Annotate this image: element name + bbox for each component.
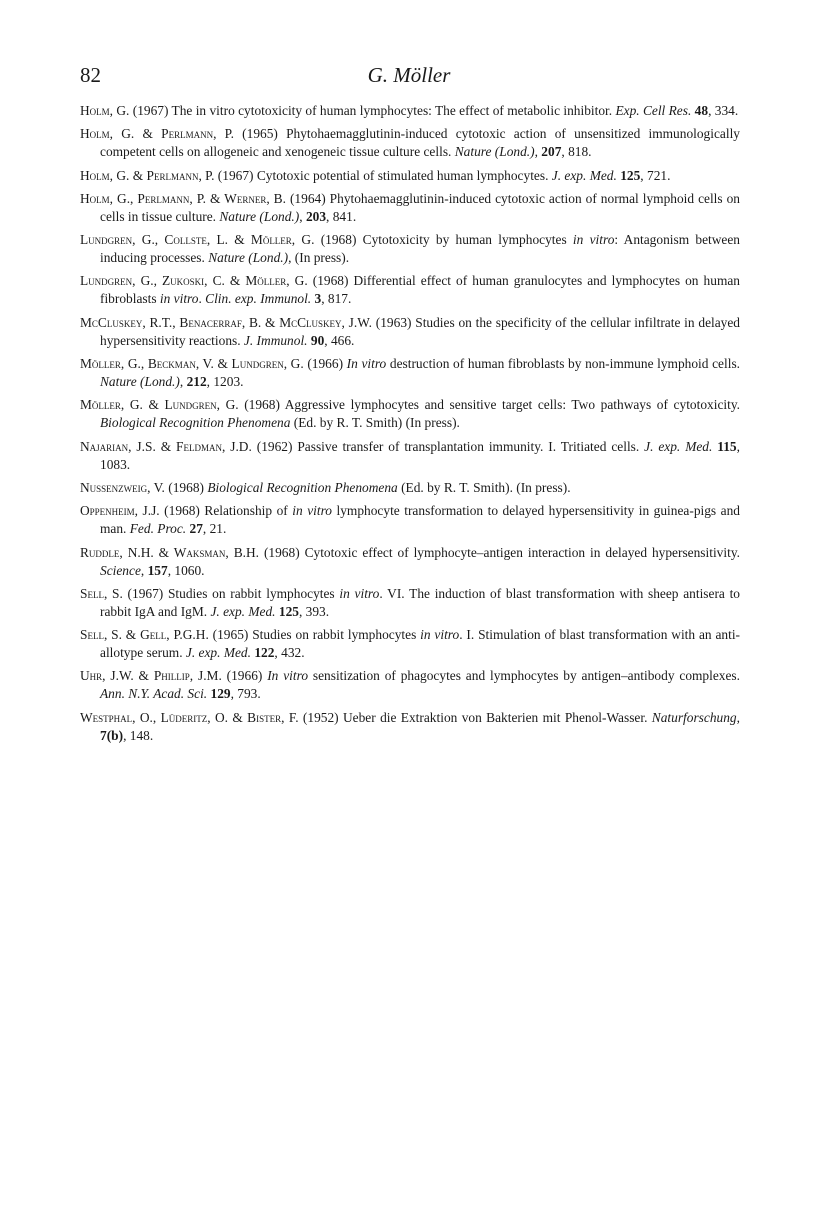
reference-journal: Science [100, 562, 141, 578]
reference-italic-phrase: in vitro [339, 585, 380, 601]
reference-journal: Nature (Lond.) [454, 144, 535, 160]
reference-pre2: . I. Stimulation of blast transformation with an anti-allotype serum. [100, 627, 740, 661]
reference-post: , 818. [561, 144, 592, 160]
reference-entry [80, 125, 740, 161]
reference-pre2: destruction of human fibroblasts by non-immune lymphoid cells. [386, 356, 740, 372]
reference-pre: (1968) [164, 479, 208, 495]
reference-journal: Clin. exp. Immunol. [205, 291, 312, 307]
reference-entry [80, 479, 740, 497]
reference-pre: (1967) The in vitro cytotoxicity of human lymphocytes: The effect of metabolic inhibitor. [129, 103, 616, 118]
reference-pre: (1965) Studies on rabbit lymphocytes [208, 627, 421, 643]
reference-italic-phrase: In vitro [346, 356, 387, 372]
reference-authors: Möller, G., Beckman, V. & Lundgren, G. [80, 356, 304, 372]
reference-journal: J. Immunol. [243, 332, 308, 348]
reference-entry [80, 667, 740, 703]
reference-mid: , [736, 709, 740, 725]
reference-authors: Sell, S. & Gell, P.G.H. [80, 627, 209, 643]
reference-entry [80, 544, 740, 580]
reference-pre2: lymphocyte transformation to delayed hypersensitivity in guinea-pigs and man. [100, 503, 740, 537]
reference-authors: Oppenheim, J.J. [80, 503, 160, 519]
reference-volume: 125 [278, 603, 299, 619]
reference-entry [80, 626, 740, 662]
reference-mid: , [534, 144, 542, 160]
reference-post: , 1060. [167, 562, 205, 578]
reference-pre: (1968) Cytotoxicity by human lymphocytes [314, 232, 573, 248]
reference-pre: (1968) Aggressive lymphocytes and sensitive target cells: Two pathways of cytotoxicity. [238, 397, 740, 413]
reference-list [80, 102, 740, 750]
reference-journal: J. exp. Med. [210, 603, 276, 619]
reference-authors: Westphal, O., Lüderitz, O. & Bister, F. [80, 709, 299, 725]
reference-post: , 334. [708, 103, 739, 118]
reference-pre2: . VI. The induction of blast transformation with sheep antisera to rabbit IgA and IgM. [100, 585, 741, 619]
reference-entry [80, 502, 740, 538]
reference-authors: Lundgren, G., Collste, L. & Möller, G. [80, 232, 315, 248]
reference-journal: Nature (Lond.) [208, 250, 289, 266]
reference-authors: Holm, G., Perlmann, P. & Werner, B. [80, 190, 286, 206]
reference-pre2: sensitization of phagocytes and lymphocytes by antigen–antibody complexes. [308, 668, 740, 684]
reference-volume: 90 [310, 332, 325, 348]
reference-post: , 466. [324, 332, 355, 348]
reference-authors: Holm, G. & Perlmann, P. [80, 167, 215, 183]
reference-entry [80, 709, 740, 745]
reference-post: , 393. [298, 603, 330, 619]
reference-authors: Ruddle, N.H. & Waksman, B.H. [80, 544, 260, 560]
reference-post: , 817. [321, 291, 352, 307]
reference-entry [80, 355, 740, 391]
reference-authors: Holm, G. [80, 103, 130, 118]
reference-authors: Lundgren, G., Zukoski, C. & Möller, G. [80, 273, 308, 289]
reference-authors: Nussenzweig, V. [80, 479, 165, 495]
reference-authors: Sell, S. [80, 585, 123, 601]
reference-volume: 27 [189, 521, 203, 537]
reference-journal: Nature (Lond.) [219, 208, 300, 224]
reference-pre: (1968) Relationship of [159, 503, 293, 519]
reference-pre: (1967) Cytotoxic potential of stimulated human lymphocytes. [214, 167, 552, 183]
reference-pre: (1962) Passive transfer of transplantation immunity. I. Tritiated cells. [251, 438, 645, 454]
reference-entry [80, 438, 740, 474]
reference-entry [80, 272, 740, 308]
reference-pre: (1966) [221, 668, 268, 684]
reference-italic-phrase: in vitro [572, 232, 615, 248]
reference-post: , 1083. [100, 438, 740, 472]
reference-pre2: . [198, 291, 206, 307]
reference-volume: 125 [620, 167, 641, 183]
reference-entry [80, 231, 740, 267]
reference-authors: Möller, G. & Lundgren, G. [80, 397, 239, 413]
reference-volume: 115 [717, 438, 737, 454]
reference-volume: 203 [305, 208, 327, 224]
reference-post: , 1203. [206, 374, 244, 390]
reference-mid: , [179, 374, 187, 390]
reference-entry [80, 190, 740, 226]
reference-journal: Fed. Proc. [129, 521, 187, 537]
reference-journal: Biological Recognition Phenomena [100, 415, 291, 431]
reference-pre: (1963) Studies on the specificity of the cellular infiltrate in delayed hypersensitivity reactions. [100, 314, 741, 348]
reference-mid: , [299, 208, 306, 224]
reference-post: (Ed. by R. T. Smith) (In press). [290, 415, 460, 431]
reference-volume: 7(b) [100, 727, 124, 743]
reference-journal: J. exp. Med. [185, 645, 251, 661]
reference-authors: Holm, G. & Perlmann, P. [80, 126, 234, 142]
reference-journal: J. exp. Med. [551, 167, 617, 183]
reference-journal: Nature (Lond.) [100, 374, 180, 390]
reference-italic-phrase: In vitro [267, 668, 309, 684]
reference-journal: Ann. N.Y. Acad. Sci. [100, 686, 208, 702]
page-number: 82 [80, 63, 101, 87]
reference-italic-phrase: in vitro [159, 291, 199, 307]
reference-volume: 122 [254, 645, 275, 661]
reference-post: (Ed. by R. T. Smith). (In press). [397, 479, 571, 495]
reference-volume: 157 [147, 562, 168, 578]
reference-post: , 841. [326, 208, 357, 224]
reference-journal: Exp. Cell Res. [615, 103, 692, 118]
reference-entry [80, 585, 740, 621]
reference-post: , 721. [640, 167, 671, 183]
reference-journal: Naturforschung [651, 709, 737, 725]
reference-volume: 48 [694, 103, 709, 118]
reference-italic-phrase: in vitro [292, 503, 332, 519]
reference-pre: (1967) Studies on rabbit lymphocytes [122, 585, 340, 601]
reference-pre: (1968) Differential effect of human granulocytes and lymphocytes on human fibroblasts [100, 273, 740, 307]
reference-pre2: : Antagonism between inducing processes. [100, 232, 740, 266]
reference-authors: Najarian, J.S. & Feldman, J.D. [80, 438, 252, 454]
reference-post: , 21. [202, 521, 227, 537]
reference-authors: McCluskey, R.T., Benacerraf, B. & McCluskey, J.W. [80, 314, 372, 330]
reference-pre: (1966) [303, 356, 347, 372]
reference-volume: 212 [186, 374, 207, 390]
reference-post: , 432. [274, 645, 305, 661]
reference-pre: (1965) Phytohaemagglutinin-induced cytotoxic action of unsensitized immunologically competent cells on allogeneic and xenogeneic tissue culture cells. [100, 126, 740, 160]
reference-entry [80, 102, 740, 120]
reference-entry [80, 396, 740, 432]
reference-entry [80, 167, 740, 185]
reference-pre: (1968) Cytotoxic effect of lymphocyte–antigen interaction in delayed hypersensitivity. [259, 544, 740, 560]
reference-italic-phrase: in vitro [420, 627, 460, 643]
reference-mid: , [140, 562, 148, 578]
reference-pre: (1964) Phytohaemagglutinin-induced cytotoxic action of normal lymphoid cells on cells in tissue culture. [100, 190, 741, 224]
running-head: G. Möller [367, 63, 451, 87]
reference-journal: J. exp. Med. [644, 438, 713, 454]
page-header [80, 62, 738, 92]
reference-post: , (In press). [288, 250, 350, 266]
reference-post: , 148. [123, 727, 154, 743]
reference-post: , 793. [230, 686, 261, 702]
reference-authors: Uhr, J.W. & Phillip, J.M. [80, 668, 222, 684]
reference-volume: 129 [210, 686, 231, 702]
reference-pre: (1952) Ueber die Extraktion von Bakterien mit Phenol-Wasser. [298, 709, 652, 725]
reference-entry [80, 314, 740, 350]
reference-volume: 207 [541, 144, 562, 160]
reference-volume: 3 [314, 291, 322, 307]
reference-journal: Biological Recognition Phenomena [207, 479, 398, 495]
